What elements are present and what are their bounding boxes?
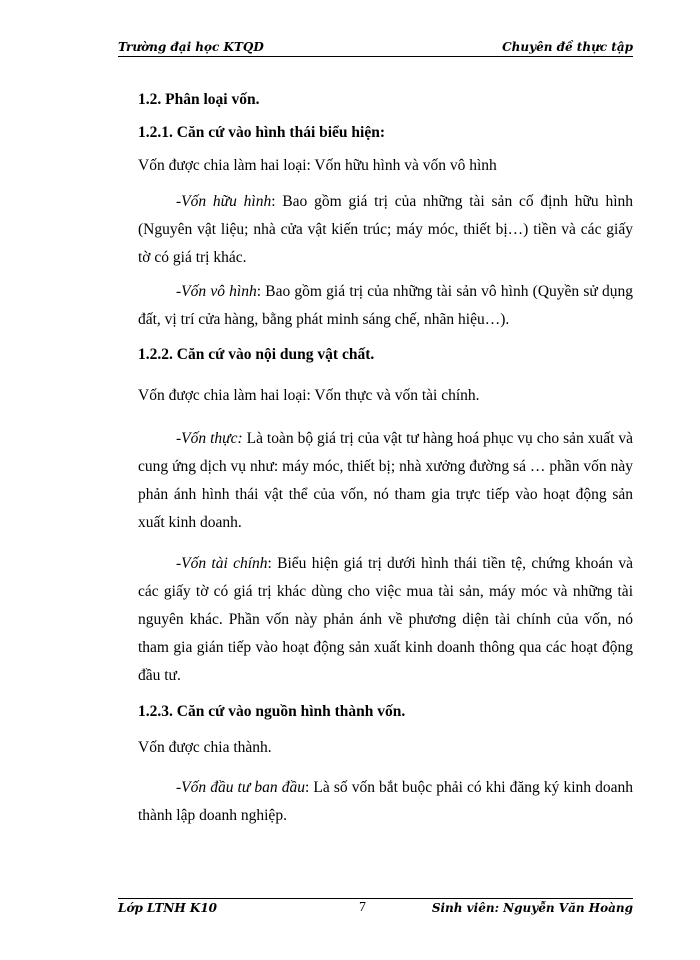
section-intro-1-2-2: Vốn được chia làm hai loại: Vốn thực và vốn tài chính. bbox=[138, 387, 480, 404]
paragraph-von-dau-tu-ban-dau bbox=[138, 774, 633, 830]
section-heading-1-2: 1.2. Phân loại vốn. bbox=[138, 91, 260, 108]
term-von-vo-hinh: -Vốn vô hình bbox=[176, 283, 257, 300]
page-footer bbox=[118, 901, 633, 917]
term-von-tai-chinh: -Vốn tài chính bbox=[176, 555, 268, 572]
term-von-thuc: -Vốn thực: bbox=[176, 430, 243, 447]
text-von-vo-hinh: : Bao gồm giá trị của những tài sản vô hình (Quyền sử dụng đất, vị trí cửa hàng, bằng phát minh sáng chế, nhãn hiệu…). bbox=[138, 283, 633, 328]
text-von-tai-chinh: : Biểu hiện giá trị dưới hình thái tiền tệ, chứng khoán và các giấy tờ có giá trị khác dùng cho việc mua tài sản, máy móc và những tài nguyên khác. Phần vốn này phản ánh về phương diện tài chính của vốn, nó tham gia gián tiếp vào hoạt động sản xuất kinh doanh thông qua các hoạt động đầu tư. bbox=[138, 555, 633, 684]
paragraph-von-vo-hinh bbox=[138, 278, 633, 334]
footer-rule bbox=[118, 898, 633, 899]
page-header bbox=[118, 40, 633, 57]
page-number: 7 bbox=[359, 900, 366, 915]
section-heading-1-2-3: 1.2.3. Căn cứ vào nguồn hình thành vốn. bbox=[138, 703, 406, 720]
text-von-huu-hinh: : Bao gồm giá trị của những tài sản cố định hữu hình (Nguyên vật liệu; nhà cửa vật kiến trúc; máy móc, thiết bị…) tiền và các giấy tờ có giá trị khác. bbox=[138, 193, 634, 266]
section-heading-1-2-1: 1.2.1. Căn cứ vào hình thái biểu hiện: bbox=[138, 124, 386, 141]
section-intro-1-2-3: Vốn được chia thành. bbox=[138, 739, 272, 756]
header-title: Chuyên đề thực tập bbox=[502, 40, 633, 54]
section-heading-1-2-2: 1.2.2. Căn cứ vào nội dung vật chất. bbox=[138, 346, 375, 363]
paragraph-von-huu-hinh bbox=[138, 188, 633, 272]
text-von-thuc: Là toàn bộ giá trị của vật tư hàng hoá phục vụ cho sản xuất và cung ứng dịch vụ như: máy móc, thiết bị; nhà xưởng đường sá … phần vốn này phản ánh hình thái vật thể của vốn, nó tham gia trực tiếp vào hoạt động sản xuất kinh doanh. bbox=[138, 430, 633, 531]
term-von-dau-tu-ban-dau: -Vốn đầu tư ban đầu bbox=[176, 779, 305, 796]
term-von-huu-hinh: -Vốn hữu hình bbox=[176, 193, 272, 210]
footer-class: Lớp LTNH K10 bbox=[118, 901, 218, 915]
paragraph-von-thuc bbox=[138, 425, 633, 537]
header-school: Trường đại học KTQD bbox=[118, 40, 264, 54]
section-intro-1-2-1: Vốn được chia làm hai loại: Vốn hữu hình và vốn vô hình bbox=[138, 157, 497, 174]
footer-student: Sinh viên: Nguyễn Văn Hoàng bbox=[431, 901, 633, 915]
text-von-dau-tu-ban-dau: : Là số vốn bắt buộc phải có khi đăng ký kinh doanh thành lập doanh nghiệp. bbox=[138, 779, 633, 824]
document-body bbox=[138, 91, 633, 830]
paragraph-von-tai-chinh bbox=[138, 550, 633, 690]
